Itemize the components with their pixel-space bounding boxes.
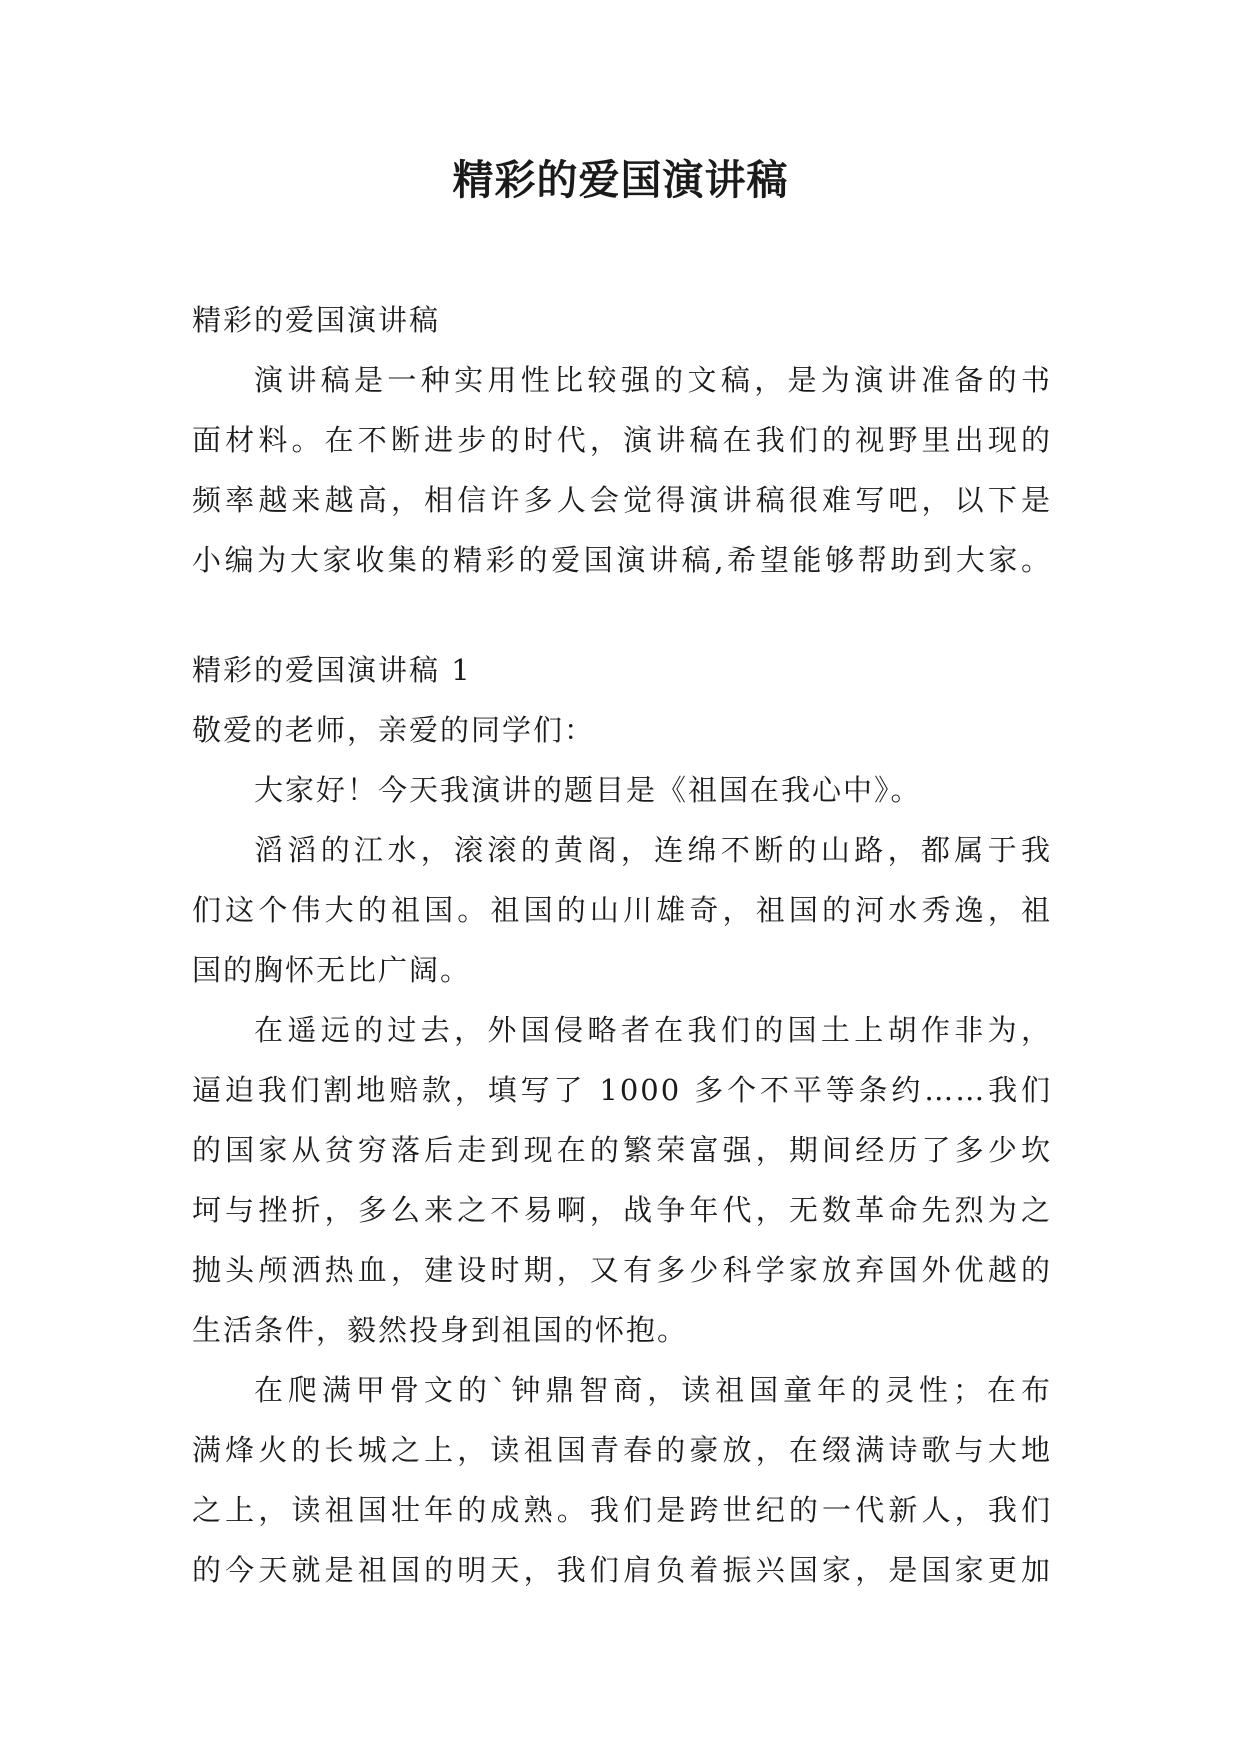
document-title: 精彩的爱国演讲稿 (452, 156, 789, 204)
intro-line: 小编为大家收集的精彩的爱国演讲稿,希望能够帮助到大家。 (192, 543, 1052, 577)
paragraph-line: 坷与挫折，多么来之不易啊，战争年代，无数革命先烈为之 (192, 1193, 1052, 1227)
paragraph-line: 的今天就是祖国的明天，我们肩负着振兴国家，是国家更加 (192, 1553, 1052, 1587)
paragraph-line: 们这个伟大的祖国。祖国的山川雄奇，祖国的河水秀逸，祖 (192, 893, 1052, 927)
speech-heading: 精彩的爱国演讲稿 1 (192, 653, 472, 687)
intro-line: 演讲稿是一种实用性比较强的文稿，是为演讲准备的书 (254, 363, 1052, 397)
paragraph-line: 在遥远的过去，外国侵略者在我们的国土上胡作非为， (254, 1013, 1052, 1047)
paragraph-line: 在爬满甲骨文的`钟鼎智商，读祖国童年的灵性；在布 (254, 1373, 1052, 1407)
paragraph-line: 逼迫我们割地赔款，填写了 1000 多个不平等条约……我们 (192, 1073, 1052, 1107)
intro-line: 频率越来越高，相信许多人会觉得演讲稿很难写吧，以下是 (192, 483, 1052, 517)
salutation: 敬爱的老师，亲爱的同学们： (192, 713, 596, 747)
paragraph-line: 滔滔的江水，滚滚的黄阁，连绵不断的山路，都属于我 (254, 833, 1052, 867)
paragraph-line: 国的胸怀无比广阔。 (192, 953, 472, 987)
section-heading: 精彩的爱国演讲稿 (192, 303, 441, 337)
paragraph-line: 大家好！今天我演讲的题目是《祖国在我心中》。 (254, 773, 922, 807)
document-body (192, 290, 1052, 1600)
paragraph-gap (192, 590, 1052, 640)
paragraph-line: 生活条件，毅然投身到祖国的怀抱。 (192, 1313, 689, 1347)
paragraph-line: 之上，读祖国壮年的成熟。我们是跨世纪的一代新人，我们 (192, 1493, 1052, 1527)
intro-line: 面材料。在不断进步的时代，演讲稿在我们的视野里出现的 (192, 423, 1052, 457)
paragraph-line: 满烽火的长城之上，读祖国青春的豪放，在缀满诗歌与大地 (192, 1433, 1052, 1467)
paragraph-line: 的国家从贫穷落后走到现在的繁荣富强，期间经历了多少坎 (192, 1133, 1052, 1167)
paragraph-line: 抛头颅洒热血，建设时期，又有多少科学家放弃国外优越的 (192, 1253, 1052, 1287)
